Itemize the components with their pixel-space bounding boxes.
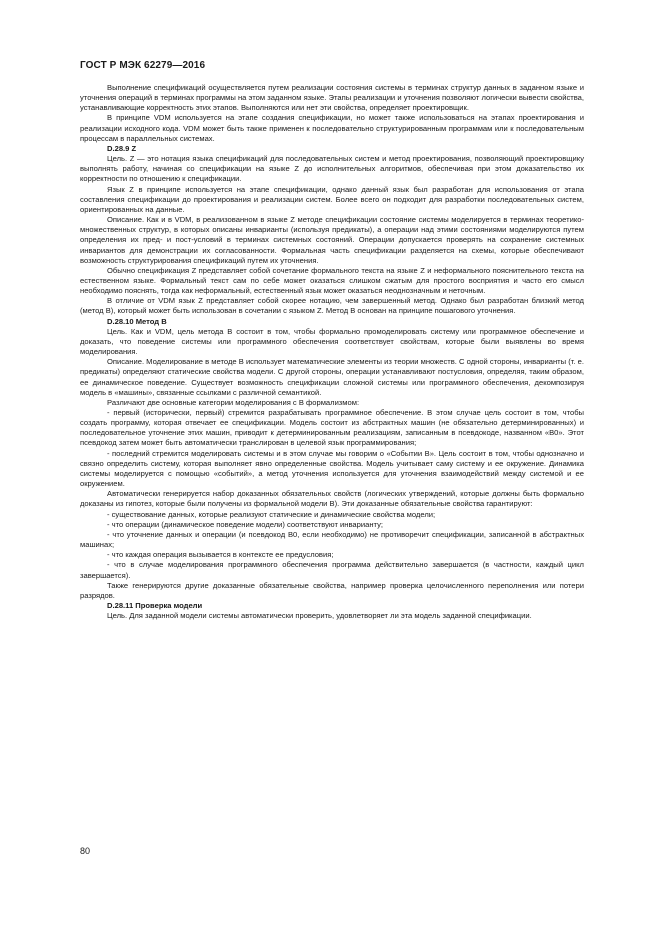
paragraph: - что уточнение данных и операции (и псевдокод B0, если необходимо) не противоречит спецификации, записанной в абстрактных машинах; [80, 529, 584, 550]
page-number: 80 [80, 846, 91, 856]
paragraph: Описание. Моделирование в методе B использует математические элементы из теории множеств. С одной стороны, инварианты (т. е. предикаты) определяют статические свойства модели. С другой стороны, операции устанавливают постусловия, определяя, таким образом, ее динамическое поведение. Существует возможность спецификации сложной системы или программного обеспечения, декомпозируя модель в «машины», связанные ссылками с различной семантикой. [80, 357, 584, 397]
paragraph: В принципе VDM используется на этапе создания спецификации, но может также использоваться на этапах проектирования и реализации исходного кода. VDM может быть также применен к последовательно структурированным программам или к последовательным процессам в параллельных системах. [80, 113, 584, 143]
paragraph: - первый (исторически, первый) стремится разрабатывать программное обеспечение. В этом случае цель состоит в том, чтобы создать программу, которая отвечает ее спецификации. Модель состоит из абстрактных машин (не обязательно детерминированных) и последовательное уточнение этих машин, приводит к детерминированным реализациям, записанным в псевдокоде, названном «B0». Этот псевдокод затем может быть автоматически транслирован в целевой язык программирования; [80, 408, 584, 448]
paragraph: - что в случае моделирования программного обеспечения программа действительно завершается (в частности, каждый цикл завершается). [80, 560, 584, 580]
paragraph: Цель. Z — это нотация языка спецификаций для последовательных систем и метод проектирования, позволяющий проектировщику выполнять работу, начиная со спецификации на языке Z до исполнительных алгоритмов, обеспечивая при этом доказательство их корректности по отношению к спецификации. [80, 154, 584, 184]
paragraph: Цель. Как и VDM, цель метода B состоит в том, чтобы формально промоделировать систему или программное обеспечение и доказать, что поведение системы или программного обеспечения соответствует свойствам, которые были выявлены во время моделирования. [80, 326, 584, 357]
paragraph: Автоматически генерируется набор доказанных обязательных свойств (логических утверждений, которые должны быть формально доказаны из гипотез, которые были получены из формальной модели B). Эти доказанные обязательные свойства гарантируют: [80, 489, 584, 509]
paragraph: Различают две основные категории моделирования с B формализмом: [107, 397, 360, 407]
section-heading: D.28.11 Проверка модели [107, 600, 203, 610]
paragraph: Выполнение спецификаций осуществляется путем реализации состояния системы в терминах структур данных в заданном языке и уточнения операций в терминах программы на этом заданном языке. Этапы реализации и уточнения позволяют логически вывести свойства, устанавливающие корректность этих этапов. Выполняются или нет эти свойства, определяет проектировщик. [80, 83, 584, 113]
paragraph: В отличие от VDM язык Z представляет собой скорее нотацию, чем завершенный метод. Однако был разработан близкий метод (метод B), который может быть использован в сочетании с языком Z. Метод B основан на принципе пошагового уточнения. [80, 296, 584, 316]
section-heading: D.28.10 Метод B [107, 316, 167, 326]
section-heading: D.28.9 Z [107, 143, 137, 153]
paragraph: - последний стремится моделировать системы и в этом случае мы говорим о «Событии B». Цель состоит в том, чтобы однозначно и связно определить систему, которая выполняет явно определенные свойства. Модель учитывает саму систему и ее окружение. Динамика системы моделируется с помощью «событий», а метод уточнения используется для уточнения взаимодействий между системой и ее окружением. [80, 448, 584, 489]
paragraph: Описание. Как и в VDM, в реализованном в языке Z методе спецификации состояние системы моделируется в терминах теоретико-множественных структур, в которых описаны инварианты (используя предикаты), а операции над этими состояниями моделируются путем определения их пред- и пост-условий в терминах системных состояний. Операции допускается проверять на сохранение системных инвариантов для демонстрации их согласованности. Формальная часть спецификации разделяется на схемы, которые обеспечивают возможность структурирования спецификаций путем их уточнения. [80, 215, 584, 265]
paragraph: Обычно спецификация Z представляет собой сочетание формального текста на языке Z и неформального пояснительного текста на естественном языке. Формальный текст сам по себе может оказаться слишком сжатым для простого восприятия и часто его смысл необходимо пояснять, тогда как неформальный, естественный язык может оказаться неоднозначным и неточным. [80, 265, 584, 296]
paragraph: Язык Z в принципе используется на этапе спецификации, однако данный язык был разработан для использования от этапа составления спецификации до проектирования и реализации систем. Более всего он подходит для разработки последовательных систем, ориентированных на данные. [80, 184, 584, 214]
page-body [80, 83, 584, 621]
paragraph: - что операции (динамическое поведение модели) соответствуют инварианту; [107, 519, 384, 529]
paragraph: - что каждая операция вызывается в контексте ее предусловия; [107, 550, 334, 560]
paragraph: Цель. Для заданной модели системы автоматически проверить, удовлетворяет ли эта модель заданной спецификации. [107, 611, 532, 621]
paragraph: - существование данных, которые реализуют статические и динамические свойства модели; [107, 509, 436, 519]
page-header: ГОСТ Р МЭК 62279—2016 [80, 60, 206, 71]
paragraph: Также генерируются другие доказанные обязательные свойства, например проверка целочисленного переполнения или потери разрядов. [80, 580, 584, 600]
